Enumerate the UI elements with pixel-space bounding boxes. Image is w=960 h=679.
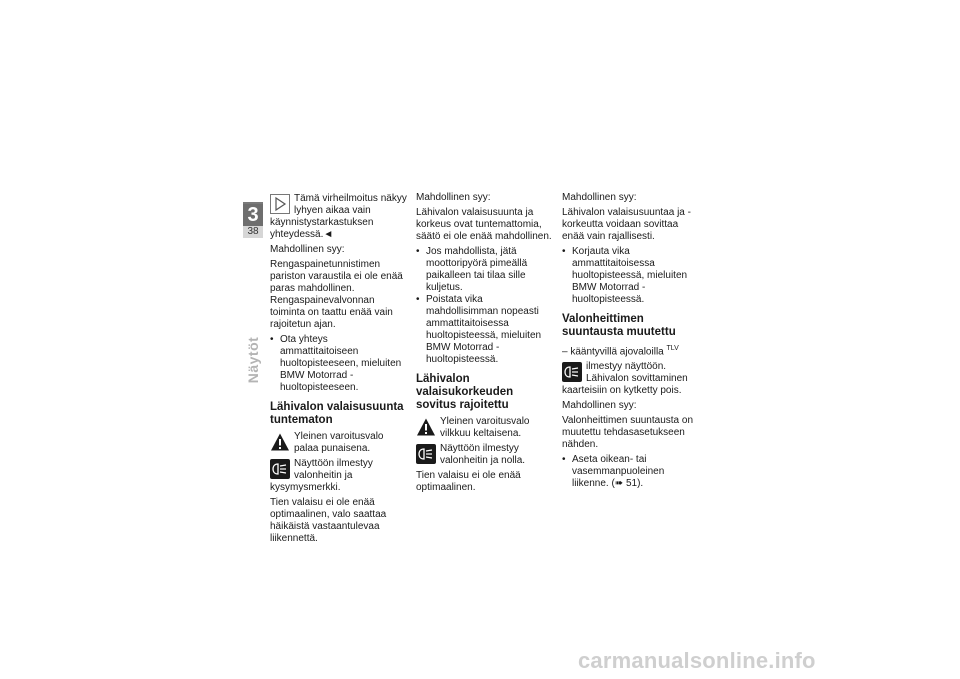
display-text: Näyttöön ilmestyy valonheitin ja nolla.	[440, 443, 526, 466]
condition-sup: TLV	[666, 345, 679, 352]
cause-label: Mahdollinen syy:	[416, 192, 491, 203]
bullet-item: • Jos mahdollista, jätä moottoripyörä pimeällä paikalleen tai tilaa sille kuljetus.	[416, 246, 554, 294]
bullet-item: • Aseta oikean- tai vasemmanpuoleinen liikenne. (➠ 51).	[562, 454, 700, 490]
cause-label-2: Mahdollinen syy:	[562, 400, 637, 412]
display-text: ilmestyy näyttöön. Lähivalon sovittaminen kaarteisiin on kytketty pois.	[562, 361, 688, 397]
intro-block	[270, 193, 408, 241]
warning-block	[270, 431, 408, 455]
headlight-zero-icon	[416, 444, 436, 464]
page-number: 38	[243, 226, 263, 238]
warning-block	[416, 416, 554, 440]
cause-label: Mahdollinen syy:	[562, 192, 637, 203]
condition-line	[562, 343, 700, 358]
bullet-list	[270, 334, 408, 394]
display-block	[562, 361, 700, 397]
warning-text: Yleinen varoitusvalo vilkkuu keltaisena.	[440, 416, 530, 439]
cause-text: Lähivalon valaisusuuntaa ja -korkeutta voidaan sovittaa enää vain rajallisesti.	[562, 207, 691, 242]
section-heading: Valonheittimen suuntausta muutettu	[562, 313, 676, 338]
cause-label: Mahdollinen syy:	[270, 244, 345, 255]
cause-text: Lähivalon valaisusuunta ja korkeus ovat tuntemattomia, säätö ei ole enää mahdollinen.	[416, 207, 552, 242]
section-label: Näytöt	[245, 336, 261, 384]
warning-triangle-icon	[416, 417, 436, 437]
display-text: Näyttöön ilmestyy valonheitin ja kysymysmerkki.	[270, 458, 373, 493]
bullet-list	[562, 246, 700, 306]
warning-text: Yleinen varoitusvalo palaa punaisena.	[294, 431, 384, 454]
column-3	[562, 192, 700, 493]
chapter-tab	[243, 202, 263, 238]
condition-text: – kääntyvillä ajovaloilla	[562, 346, 664, 358]
bullet-list	[562, 454, 700, 490]
headlight-question-icon	[270, 459, 290, 479]
cause-text-2: Valonheittimen suuntausta on muutettu tehdasasetukseen nähden.	[562, 415, 694, 451]
display-block	[270, 458, 408, 494]
column-2	[416, 192, 554, 497]
bullet-item: • Korjauta vika ammattitaitoisessa huoltopisteessä, mieluiten BMW Motorrad -huoltopisteessä.	[562, 246, 700, 306]
bullet-item: • Poistata vika mahdollisimman nopeasti ammattitaitoisessa huoltopisteessä, mieluiten BMW Motorrad -huoltopisteessä.	[416, 294, 554, 366]
headlight-adjusted-icon	[562, 362, 582, 382]
cause-text: Rengaspainetunnistimen pariston varaustila ei ole enää paras mahdollinen. Rengaspainevalvonnan toiminta on taattu enää vain rajoitetun ajan.	[270, 259, 403, 330]
chapter-number: 3	[243, 204, 263, 226]
play-outline-icon	[270, 194, 290, 214]
column-1	[270, 192, 408, 548]
bullet-list	[416, 246, 554, 366]
section-heading: Lähivalon valaisusuunta tuntematon	[270, 401, 404, 426]
watermark: carmanualsonline.info	[578, 648, 816, 673]
intro-text: Tämä virheilmoitus näkyy lyhyen aikaa vain käynnistystarkastuksen yhteydessä.◄	[270, 193, 407, 240]
bullet-item: • Ota yhteys ammattitaitoiseen huoltopisteeseen, mieluiten BMW Motorrad -huoltopisteeseen.	[270, 334, 408, 394]
warning-triangle-icon	[270, 432, 290, 452]
body-text: Tien valaisu ei ole enää optimaalinen, valo saattaa häikäistä vastaantulevaa liikennettä.	[270, 497, 387, 544]
body-text: Tien valaisu ei ole enää optimaalinen.	[416, 470, 521, 493]
section-heading: Lähivalon valaisukorkeuden sovitus rajoitettu	[416, 373, 514, 411]
display-block	[416, 443, 554, 467]
